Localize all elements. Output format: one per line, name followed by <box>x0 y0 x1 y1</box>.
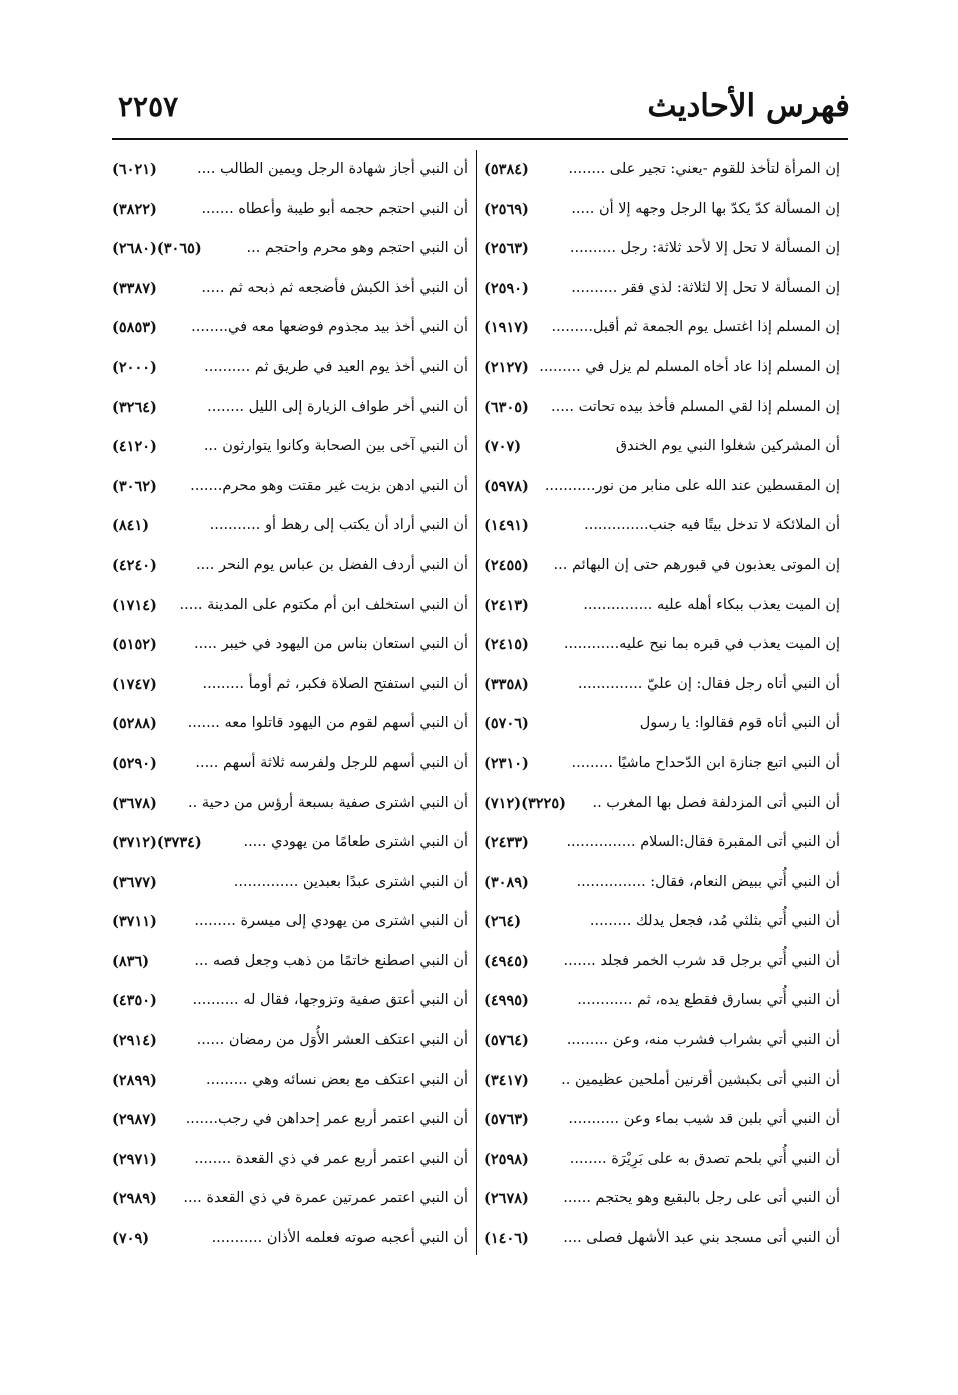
hadith-reference-number: (٣٦٧٨) <box>112 794 157 812</box>
hadith-reference-number: (٢٥٦٩) <box>484 200 529 218</box>
hadith-incipit: أن النبي أخذ يوم العيد في طريق ثم .......... <box>204 358 468 375</box>
hadith-index-entry <box>112 1106 468 1146</box>
hadith-incipit: أن النبي استخلف ابن أم مكتوم على المدينة ..... <box>179 596 468 613</box>
hadith-reference-number: (٥٨٥٣) <box>112 319 157 337</box>
hadith-index-entry <box>484 433 840 473</box>
hadith-incipit: إن المسلم إذا اغتسل يوم الجمعة ثم أقبل......... <box>551 319 840 336</box>
hadith-reference-number: (٣٢٦٤) <box>112 398 157 416</box>
hadith-index-entry <box>112 908 468 948</box>
hadith-reference-number: (٢٤١٥) <box>484 636 529 654</box>
hadith-incipit: أن النبي اشترى صفية بسبعة أرؤس من دحية .. <box>188 794 468 811</box>
hadith-index-entry <box>112 354 468 394</box>
hadith-reference-number: (٥٩٧٨) <box>484 477 529 495</box>
hadith-reference-number: (٢٣١٠) <box>484 754 529 772</box>
hadith-reference-number: (٢٨٩٩) <box>112 1071 157 1089</box>
hadith-incipit: أن النبي أتى بكبشين أقرنين أملحين عظيمين .. <box>561 1071 840 1088</box>
hadith-index-entry <box>112 1067 468 1107</box>
hadith-index-entry <box>484 275 840 315</box>
hadith-reference-number: (٣٠٦٢) <box>112 477 157 495</box>
page-header <box>110 88 850 132</box>
hadith-index-entry <box>484 354 840 394</box>
hadith-reference-number: (٦٣٠٥) <box>484 398 529 416</box>
hadith-index-entry <box>484 908 840 948</box>
hadith-incipit: أن النبي اعتكف مع بعض نسائه وهي ......... <box>206 1071 468 1088</box>
hadith-index-entry <box>484 948 840 988</box>
hadith-incipit: إن المسلم إذا عاد أخاه المسلم لم يزل في ......... <box>539 358 840 375</box>
hadith-reference-number: (٤٩٩٥) <box>484 992 529 1010</box>
hadith-reference-number: (٥٢٩٠) <box>112 754 157 772</box>
hadith-reference-number: (٧٠٩) <box>112 1230 150 1248</box>
hadith-incipit: أن النبي أسهم للرجل ولفرسه ثلاثة أسهم ..... <box>195 754 468 771</box>
hadith-incipit: أن النبي استعان بناس من اليهود في خيبر ..... <box>193 636 468 653</box>
hadith-reference-number: (٢٩٧١) <box>112 1150 157 1168</box>
hadith-incipit: أن النبي أتي بشراب فشرب منه، وعن ......... <box>566 1032 840 1049</box>
hadith-index-entry <box>112 512 468 552</box>
hadith-reference-number: (٣٧١٢)(٣٧٣٤) <box>112 834 202 852</box>
hadith-incipit: أن النبي أردف الفضل بن عباس يوم النحر .... <box>195 556 468 573</box>
hadith-incipit: أن النبي ادهن بزيت غير مقتت وهو محرم....... <box>190 477 468 494</box>
hadith-index-entry <box>484 1067 840 1107</box>
hadith-incipit: أن النبي استفتح الصلاة فكبر، ثم أومأ ......... <box>202 675 468 692</box>
hadith-reference-number: (٧٠٧) <box>484 438 522 456</box>
hadith-index-entry <box>484 196 840 236</box>
hadith-incipit: إن المسلم إذا لقي المسلم فأخذ بيده تحاتت ..... <box>550 398 840 415</box>
hadith-reference-number: (٥٧٦٤) <box>484 1032 529 1050</box>
hadith-reference-number: (٥٧٠٦) <box>484 715 529 733</box>
hadith-reference-number: (٤٢٤٠) <box>112 556 157 574</box>
hadith-reference-number: (١٧٤٧) <box>112 675 157 693</box>
hadith-index-entry <box>112 156 468 196</box>
hadith-index-entry <box>112 1027 468 1067</box>
hadith-index-entry <box>484 314 840 354</box>
hadith-reference-number: (٣٠٨٩) <box>484 873 529 891</box>
hadith-reference-number: (٣٦٧٧) <box>112 873 157 891</box>
hadith-incipit: أن المشركين شغلوا النبي يوم الخندق <box>615 438 840 455</box>
hadith-incipit: أن النبي أجاز شهادة الرجل ويمين الطالب .... <box>196 161 468 177</box>
hadith-incipit: أن النبي احتجم وهو محرم واحتجم ... <box>246 240 468 257</box>
hadith-index-entry <box>112 592 468 632</box>
hadith-index-entry <box>484 671 840 711</box>
hadith-incipit: أن النبي أُتي بسارق فقطع يده، ثم ............ <box>577 992 840 1009</box>
hadith-index-entry <box>112 671 468 711</box>
hadith-index-entry <box>112 473 468 513</box>
hadith-incipit: أن النبي اصطنع خاتمًا من ذهب وجعل فصه ... <box>194 952 468 969</box>
hadith-reference-number: (٢٠٠٠) <box>112 358 157 376</box>
hadith-incipit: إن الميت يعذب في قبره بما نيح عليه............ <box>563 636 840 653</box>
hadith-incipit: إن الميت يعذب ببكاء أهله عليه ............... <box>583 596 840 613</box>
hadith-index-entry <box>112 235 468 275</box>
hadith-reference-number: (٥٢٨٨) <box>112 715 157 733</box>
hadith-incipit: أن النبي آخى بين الصحابة وكانوا يتوارثون ... <box>203 438 468 455</box>
header-rule <box>112 138 848 140</box>
hadith-incipit: إن المسألة لا تحل إلا لأحد ثلاثة: رجل .......... <box>569 240 840 257</box>
hadith-reference-number: (٣٧١١) <box>112 913 157 931</box>
hadith-reference-number: (٢٦٨٠)(٣٠٦٥) <box>112 240 202 258</box>
hadith-incipit: أن النبي أخذ الكبش فأضجعه ثم ذبحه ثم ..... <box>201 279 468 296</box>
hadith-incipit: أن النبي اشترى طعامًا من يهودي ..... <box>243 834 468 851</box>
hadith-incipit: أن النبي أُتي بثلثي مُد، فجعل يدلك ......... <box>589 913 840 930</box>
hadith-incipit: أن النبي أعتق صفية وتزوجها، فقال له .......... <box>192 992 468 1009</box>
hadith-index-entry <box>112 314 468 354</box>
hadith-incipit: أن النبي أتى المقبرة فقال:السلام ............... <box>566 834 840 851</box>
hadith-reference-number: (٢٤١٣) <box>484 596 529 614</box>
hadith-reference-number: (٢٥٦٣) <box>484 240 529 258</box>
hadith-reference-number: (٥١٥٢) <box>112 636 157 654</box>
hadith-reference-number: (٢٩٨٧) <box>112 1111 157 1129</box>
hadith-index-entry <box>484 710 840 750</box>
hadith-reference-number: (٢٩٨٩) <box>112 1190 157 1208</box>
hadith-index-entry <box>484 829 840 869</box>
hadith-reference-number: (١٩١٧) <box>484 319 529 337</box>
hadith-reference-number: (١٤٠٦) <box>484 1230 529 1248</box>
hadith-index-entry <box>484 790 840 830</box>
hadith-incipit: إن المسألة كدّ يكدّ بها الرجل وجهه إلا أن ..... <box>571 200 840 217</box>
hadith-reference-number: (٢٤٥٥) <box>484 556 529 574</box>
hadith-index-entry <box>112 275 468 315</box>
hadith-incipit: أن النبي أُتي ببيض النعام، فقال: ............... <box>576 873 840 890</box>
hadith-index-entry <box>112 790 468 830</box>
hadith-incipit: أن النبي اعتمر عمرتين عمرة في ذي القعدة .... <box>183 1190 468 1207</box>
hadith-reference-number: (١٤٩١) <box>484 517 529 535</box>
hadith-index-entry <box>112 1185 468 1225</box>
hadith-index-entry <box>484 987 840 1027</box>
hadith-incipit: أن النبي أُتي بلحم تصدق به على بَرِيْرَة ........ <box>569 1150 840 1167</box>
hadith-reference-number: (٣٨٢٢) <box>112 200 157 218</box>
hadith-reference-number: (٢٤٣٣) <box>484 834 529 852</box>
hadith-index-entry <box>484 1225 840 1265</box>
hadith-index-entry <box>112 829 468 869</box>
hadith-reference-number: (١٧١٤) <box>112 596 157 614</box>
hadith-incipit: أن النبي أتي بلبن قد شيب بماء وعن ........... <box>568 1111 840 1128</box>
hadith-index-entry <box>484 1027 840 1067</box>
hadith-index-entry <box>484 750 840 790</box>
hadith-reference-number: (٢٩١٤) <box>112 1032 157 1050</box>
hadith-index-entry <box>484 1106 840 1146</box>
hadith-incipit: أن النبي اتبع جنازة ابن الدّحداح ماشيًا ......... <box>571 754 840 771</box>
hadith-reference-number: (٨٣٦) <box>112 952 150 970</box>
column-divider <box>476 150 477 1255</box>
page-title: فهرس الأحاديث <box>647 88 850 124</box>
hadith-incipit: أن النبي اشترى من يهودي إلى ميسرة ......... <box>194 913 468 930</box>
hadith-incipit: أن النبي اعتمر أربع عمر في ذي القعدة ........ <box>194 1150 468 1167</box>
hadith-index-entry <box>484 512 840 552</box>
hadith-index-entry <box>484 592 840 632</box>
hadith-incipit: أن النبي أتاه رجل فقال: إن عليّ .............. <box>577 675 840 692</box>
hadith-incipit: أن النبي أسهم لقوم من اليهود قاتلوا معه ....... <box>187 715 468 732</box>
hadith-reference-number: (٣٤١٧) <box>484 1071 529 1089</box>
hadith-index-entry <box>112 433 468 473</box>
hadith-incipit: أن النبي أراد أن يكتب إلى رهط أو ........... <box>209 517 468 534</box>
hadith-index-entry <box>112 1225 468 1265</box>
hadith-index-entry <box>484 473 840 513</box>
hadith-incipit: أن النبي أتى على رجل بالبقيع وهو يحتجم ...... <box>563 1190 840 1207</box>
hadith-index-entry <box>484 869 840 909</box>
hadith-incipit: أن النبي اعتمر أربع عمر إحداهن في رجب....... <box>185 1111 468 1128</box>
hadith-reference-number: (٣٣٨٧) <box>112 279 157 297</box>
hadith-index-entry <box>112 631 468 671</box>
hadith-incipit: إن المسألة لا تحل إلا لثلاثة: لذي فقر .......... <box>571 279 840 296</box>
hadith-index-entry <box>112 710 468 750</box>
hadith-reference-number: (٧١٢)(٣٢٢٥) <box>484 794 567 812</box>
hadith-incipit: أن النبي أتى المزدلفة فصل بها المغرب .. <box>592 794 840 811</box>
hadith-reference-number: (٢١٢٧) <box>484 358 529 376</box>
hadith-incipit: أن النبي أُتي برجل قد شرب الخمر فجلد ....... <box>563 952 840 969</box>
hadith-incipit: أن النبي أخذ بيد مجذوم فوضعها معه في........ <box>191 319 468 336</box>
page-number: ٢٢٥٧ <box>118 90 179 123</box>
hadith-incipit: أن النبي أخر طواف الزيارة إلى الليل ........ <box>207 398 468 415</box>
hadith-incipit: أن النبي اعتكف العشر الأُوَل من رمضان ...... <box>196 1032 468 1049</box>
hadith-reference-number: (٢٦٤) <box>484 913 522 931</box>
hadith-incipit: أن الملائكة لا تدخل بيتًا فيه جنب.............. <box>584 517 840 534</box>
hadith-index-entry <box>484 156 840 196</box>
hadith-index-entry <box>484 631 840 671</box>
hadith-index-entry <box>484 552 840 592</box>
hadith-reference-number: (٤٩٤٥) <box>484 952 529 970</box>
hadith-reference-number: (٦٠٢١) <box>112 161 157 178</box>
hadith-index-entry <box>112 196 468 236</box>
hadith-index-entry <box>112 869 468 909</box>
hadith-incipit: أن النبي اشترى عبدًا بعبدين .............. <box>233 873 468 890</box>
hadith-reference-number: (٣٣٥٨) <box>484 675 529 693</box>
index-column-left <box>112 156 468 1265</box>
hadith-index-entry <box>112 750 468 790</box>
hadith-index-entry <box>112 394 468 434</box>
hadith-index-entry <box>112 552 468 592</box>
hadith-index-entry <box>112 987 468 1027</box>
hadith-incipit: أن النبي أعجبه صوته فعلمه الأذان ........... <box>211 1230 468 1247</box>
hadith-incipit: إن المقسطين عند الله على منابر من نور........... <box>544 477 840 494</box>
hadith-incipit: أن النبي أتى مسجد بني عبد الأشهل فصلى .... <box>563 1230 840 1247</box>
hadith-reference-number: (٢٥٩٨) <box>484 1150 529 1168</box>
hadith-index-entry <box>484 235 840 275</box>
hadith-reference-number: (٢٦٧٨) <box>484 1190 529 1208</box>
hadith-incipit: إن المرأة لتأخذ للقوم -يعني: تجير على ........ <box>568 161 840 177</box>
hadith-incipit: أن النبي احتجم حجمه أبو طيبة وأعطاه ....... <box>201 200 468 217</box>
hadith-reference-number: (٥٣٨٤) <box>484 161 529 178</box>
hadith-incipit: أن النبي أتاه قوم فقالوا: يا رسول <box>639 715 840 732</box>
hadith-index-entry <box>112 948 468 988</box>
hadith-index-entry <box>484 1185 840 1225</box>
hadith-reference-number: (٤١٢٠) <box>112 438 157 456</box>
hadith-index-entry <box>484 1146 840 1186</box>
hadith-reference-number: (٨٤١) <box>112 517 150 535</box>
hadith-index-entry <box>112 1146 468 1186</box>
hadith-incipit: إن الموتى يعذبون في قبورهم حتى إن البهائم ... <box>553 556 840 573</box>
hadith-reference-number: (٢٥٩٠) <box>484 279 529 297</box>
hadith-reference-number: (٤٣٥٠) <box>112 992 157 1010</box>
hadith-reference-number: (٥٧٦٣) <box>484 1111 529 1129</box>
hadith-index-entry <box>484 394 840 434</box>
index-column-right <box>484 156 840 1265</box>
